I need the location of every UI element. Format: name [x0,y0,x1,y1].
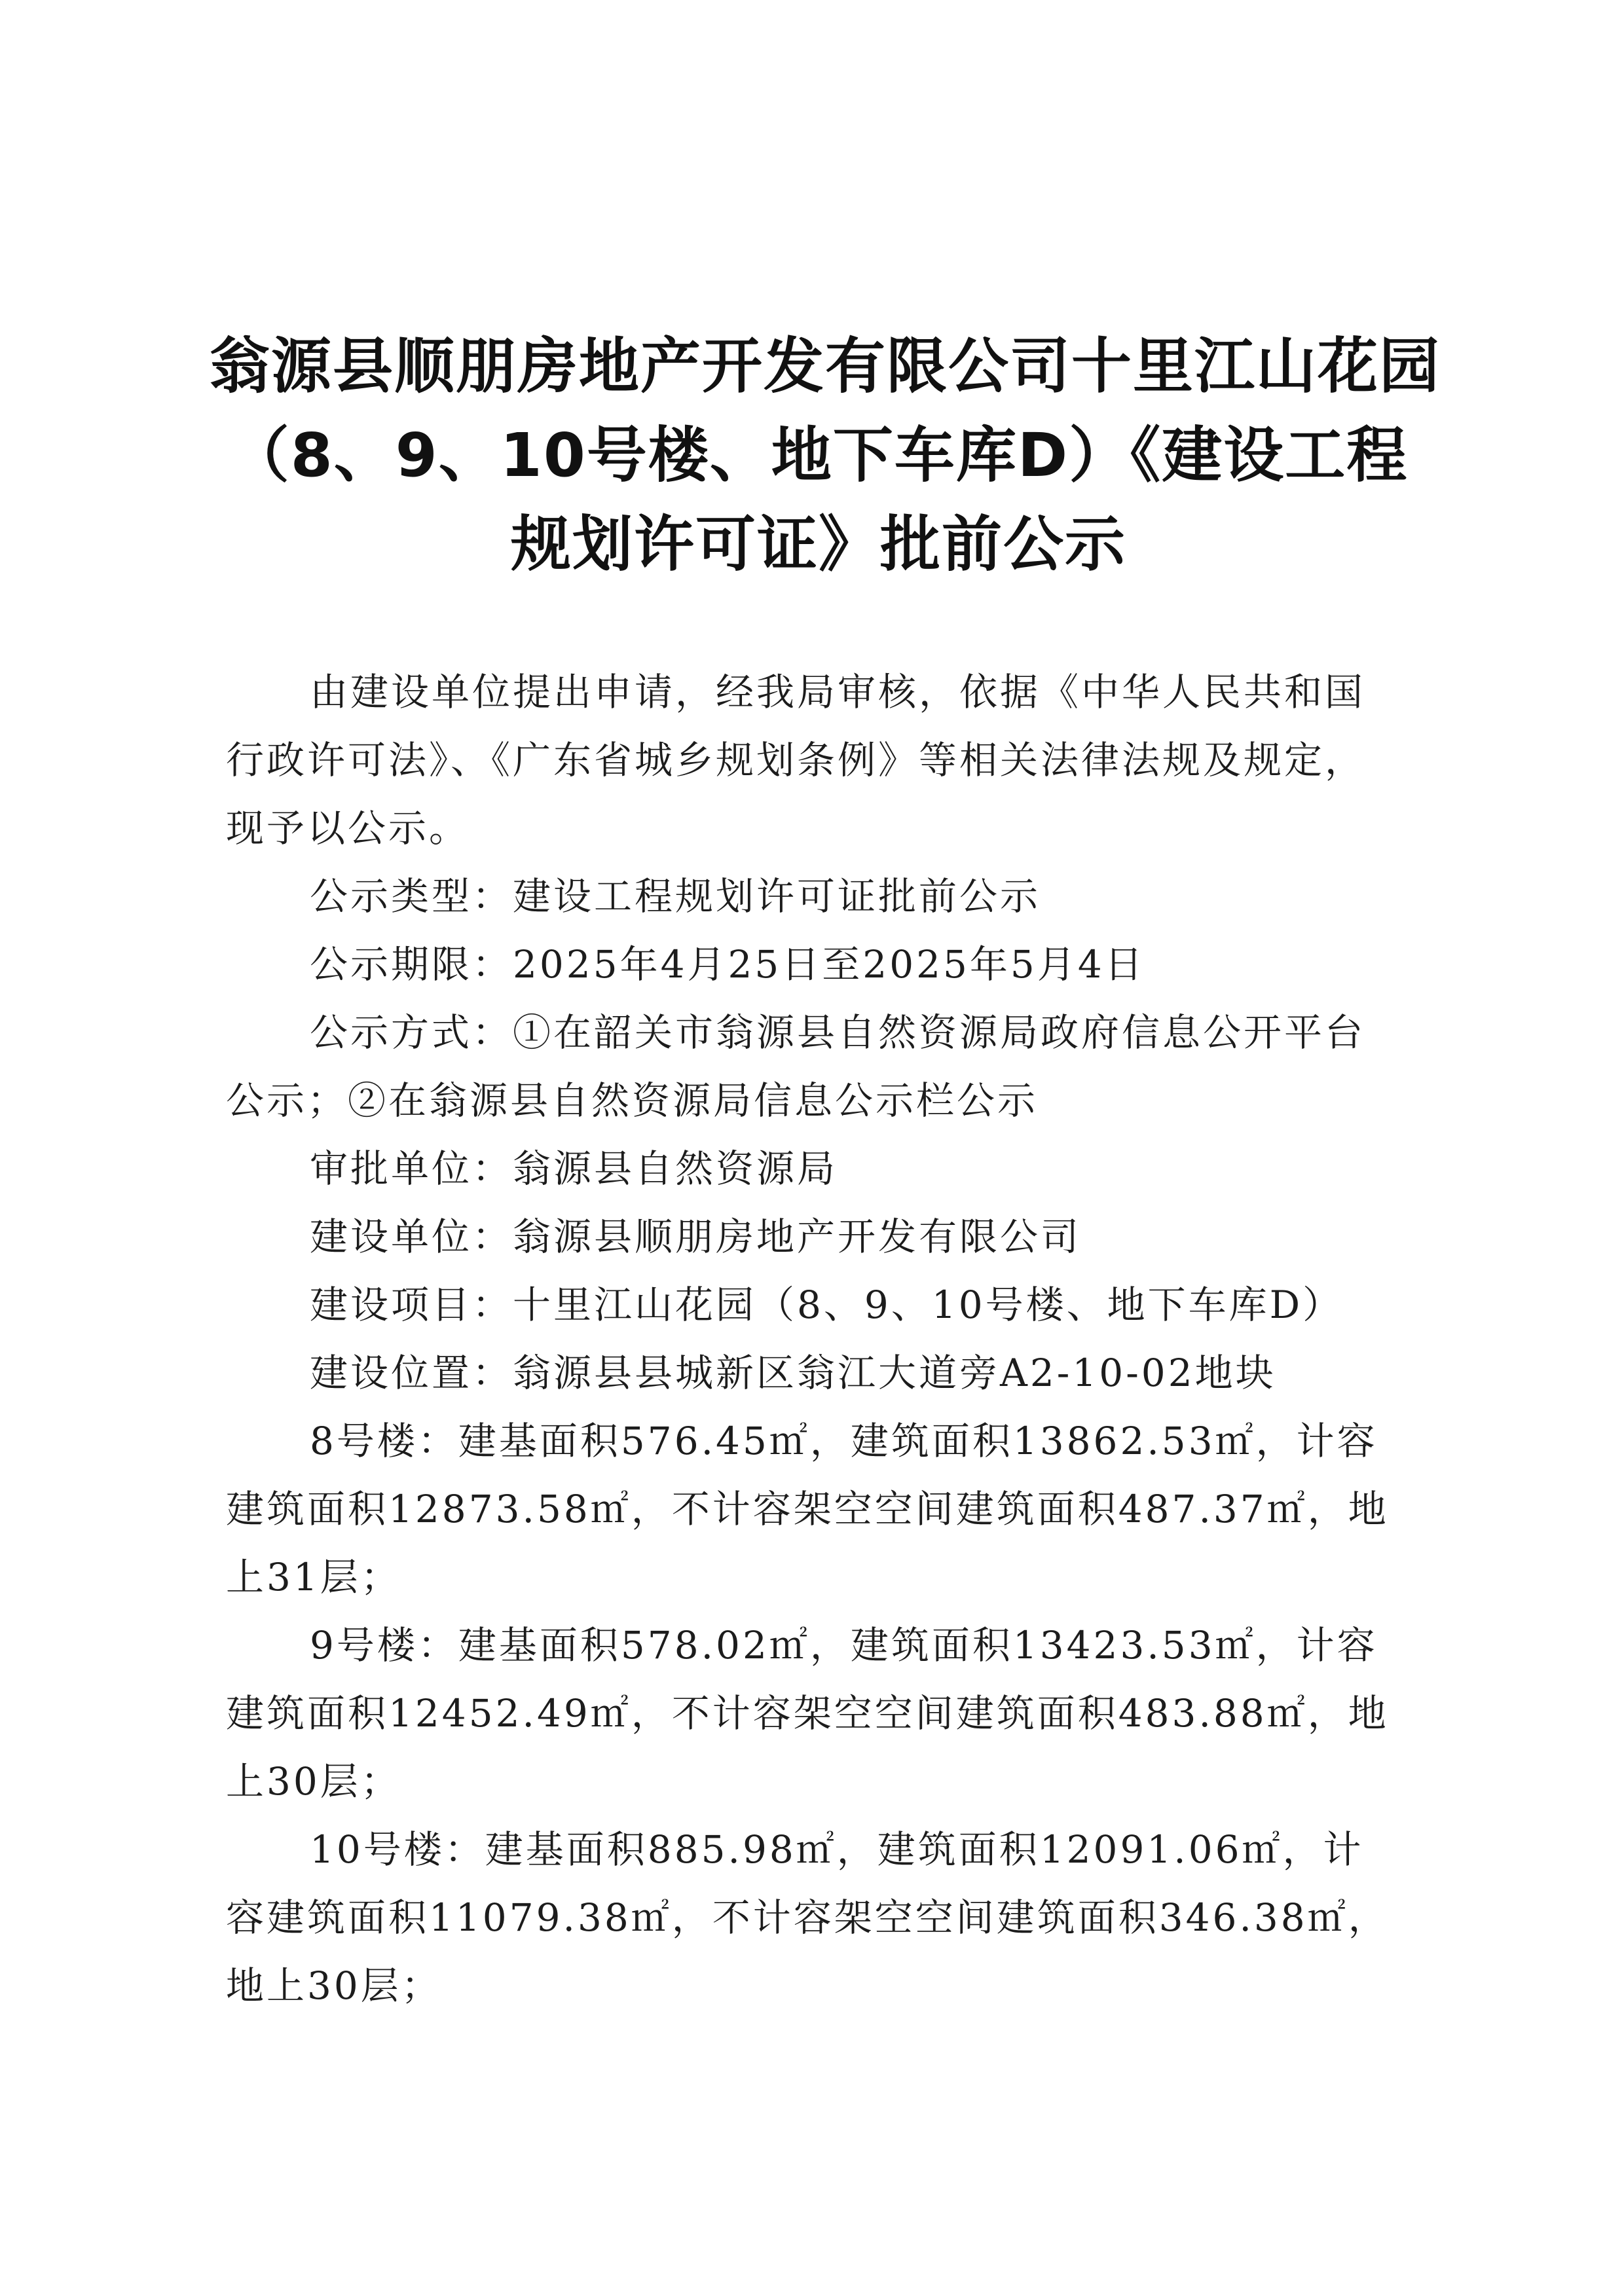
field-project: 建设项目：十里江山花园（8、9、10号楼、地下车库D） [310,1283,1344,1327]
building-10-line-3: 地上30层； [226,1963,442,2008]
building-9-line-1: 9号楼：建基面积578.02㎡，建筑面积13423.53㎡，计容 [310,1623,1378,1667]
building-9-line-3: 上30层； [226,1759,401,1804]
field-notice-type: 公示类型：建设工程规划许可证批前公示 [310,874,1041,919]
field-builder: 建设单位：翁源县顺朋房地产开发有限公司 [310,1214,1082,1259]
field-notice-method-1: 公示方式：①在韶关市翁源县自然资源局政府信息公开平台 [310,1010,1366,1055]
notice-body [226,658,1424,2020]
field-location: 建设位置：翁源县县城新区翁江大道旁A2-10-02地块 [310,1351,1276,1395]
intro-line-2: 行政许可法》、《广东省城乡规划条例》等相关法律法规及规定， [226,738,1366,782]
title-line-2: （8、9、10号楼、地下车库D）《建设工程 [229,420,1409,490]
building-8-line-1: 8号楼：建基面积576.45㎡，建筑面积13862.53㎡，计容 [310,1419,1378,1463]
building-8-line-3: 上31层； [226,1555,401,1599]
intro-line-1: 由建设单位提出申请，经我局审核，依据《中华人民共和国 [310,670,1366,714]
building-9-line-2: 建筑面积12452.49㎡，不计容架空空间建筑面积483.88㎡，地 [226,1691,1389,1736]
title-line-3: 规划许可证》批前公示 [510,509,1126,579]
field-notice-period: 公示期限：2025年4月25日至2025年5月4日 [310,942,1145,987]
intro-line-3: 现予以公示。 [226,806,470,850]
field-approver: 审批单位：翁源县自然资源局 [310,1146,838,1191]
building-10-line-1: 10号楼：建基面积885.98㎡，建筑面积12091.06㎡，计 [310,1827,1364,1872]
building-10-line-2: 容建筑面积11079.38㎡，不计容架空空间建筑面积346.38㎡， [226,1895,1389,1940]
building-8-line-2: 建筑面积12873.58㎡，不计容架空空间建筑面积487.37㎡，地 [226,1487,1389,1531]
field-notice-method-2: 公示；②在翁源县自然资源局信息公示栏公示 [226,1078,1039,1123]
title-line-1: 翁源县顺朋房地产开发有限公司十里江山花园 [210,331,1441,401]
notice-title [210,322,1441,589]
